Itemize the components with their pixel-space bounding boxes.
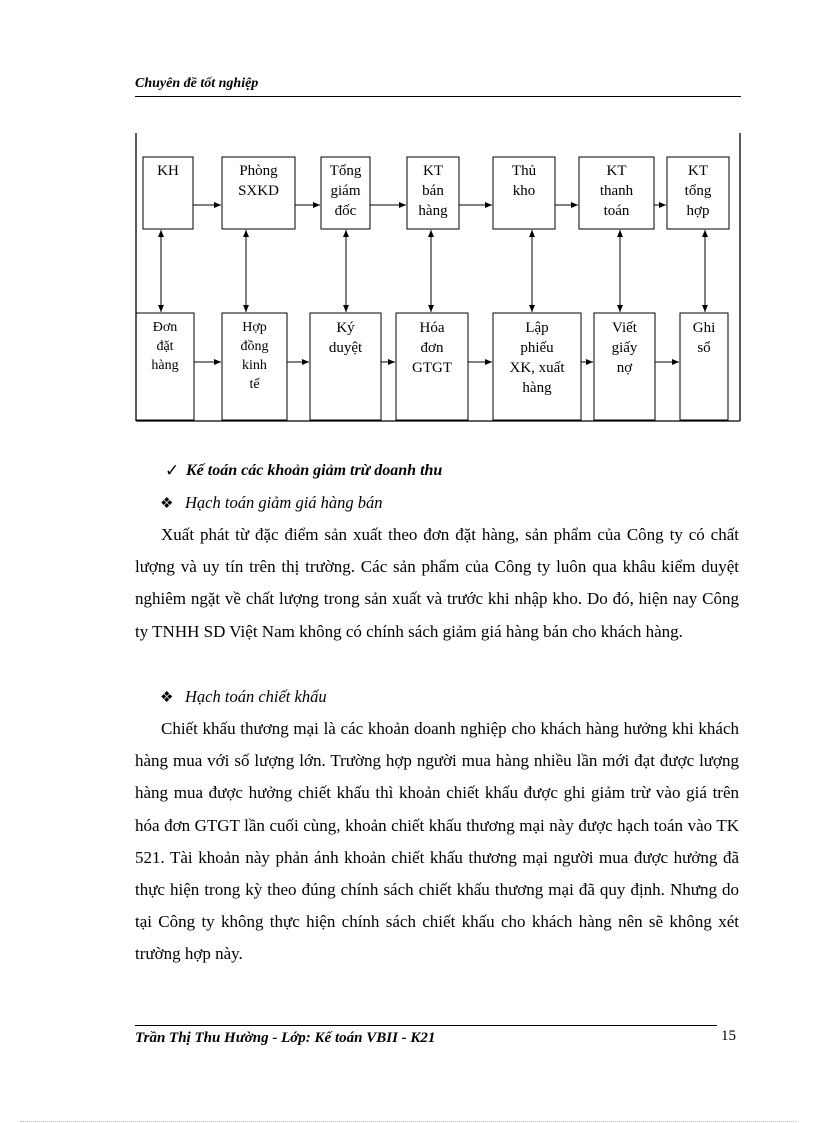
paragraph-discount-text: Xuất phát từ đặc điểm sản xuất theo đơn đặt hàng, sản phẩm của Công ty có chất lượng và uy tín trên thị trường. Các sản phẩm của Công ty luôn qua khâu kiểm duyệt nghiêm ngặt về chất lượng trong sản xuất và trước khi nhập kho. Do đó, hiện nay Công ty TNHH SD Việt Nam không có chính sách giảm giá hàng bán cho khách hàng. bbox=[135, 525, 739, 641]
box-label-viet-giay-no: Viết giấy nợ bbox=[611, 320, 638, 376]
page-number: 15 bbox=[721, 1028, 736, 1044]
box-label-kt-tong-hop: KT tổng hợp bbox=[684, 163, 712, 219]
box-label-hoa-don-gtgt: Hóa đơn GTGT bbox=[412, 320, 452, 376]
checkmark-icon: ✓ bbox=[165, 461, 180, 480]
box-label-lap-phieu-xk: Lập phiếu XK, xuất hàng bbox=[509, 320, 565, 396]
box-label-tong-giam-doc: Tổng giám đốc bbox=[329, 163, 362, 219]
paragraph-discount bbox=[135, 519, 739, 648]
paragraph-trade-discount-text: Chiết khấu thương mại là các khoản doanh nghiệp cho khách hàng hưởng khi khách hàng mua với số lượng lớn. Trường hợp người mua hàng nhiều lần mới đạt được lượng hàng mua được hưởng chiết khấu thì khoản chiết khấu được ghi giảm trừ vào giá trên hóa đơn GTGT lần cuối cùng, khoản chiết khấu thương mại này được hạch toán vào TK 521. Tài khoản này phản ánh khoản chiết khấu thương mại người mua được hưởng đã thực hiện trong kỳ theo đúng chính sách chiết khấu thương mại đã quy định. Nhưng do tại Công ty không thực hiện chính sách chiết khấu cho khách hàng nên sẽ không xét trường hợp này. bbox=[135, 719, 739, 964]
section-title: Kế toán các khoản giảm trừ doanh thu bbox=[186, 462, 443, 479]
box-label-thu-kho: Thủ kho bbox=[511, 163, 537, 199]
box-label-ky-duyet: Ký duyệt bbox=[328, 320, 363, 356]
page-header-title: Chuyên đề tốt nghiệp bbox=[135, 76, 259, 91]
subsection-title-trade-discount: Hạch toán chiết khấu bbox=[185, 687, 327, 706]
paragraph-trade-discount bbox=[135, 713, 739, 971]
footer-rule bbox=[135, 1025, 717, 1026]
box-label-kt-ban-hang: KT bán hàng bbox=[418, 163, 448, 219]
box-label-don-dat-hang: Đơn đặt hàng bbox=[151, 320, 179, 373]
footer-author: Trần Thị Thu Hường - Lớp: Kế toán VBII - K21 bbox=[135, 1030, 436, 1046]
box-label-phong-sxkd: Phòng SXKD bbox=[238, 163, 279, 199]
box-label-kt-thanh-toan: KT thanh toán bbox=[599, 163, 634, 219]
diamond-bullet-icon: ❖ bbox=[160, 690, 174, 706]
box-label-kh: KH bbox=[157, 163, 179, 179]
diamond-bullet-icon: ❖ bbox=[160, 496, 174, 512]
page-bottom-dotted-rule bbox=[20, 1121, 796, 1122]
box-label-ghi-so: Ghi sổ bbox=[692, 320, 716, 356]
box-label-hop-dong-kinh-te: Hợp đồng kinh tế bbox=[240, 320, 269, 392]
subsection-title-discount: Hạch toán giảm giá hàng bán bbox=[185, 493, 383, 512]
